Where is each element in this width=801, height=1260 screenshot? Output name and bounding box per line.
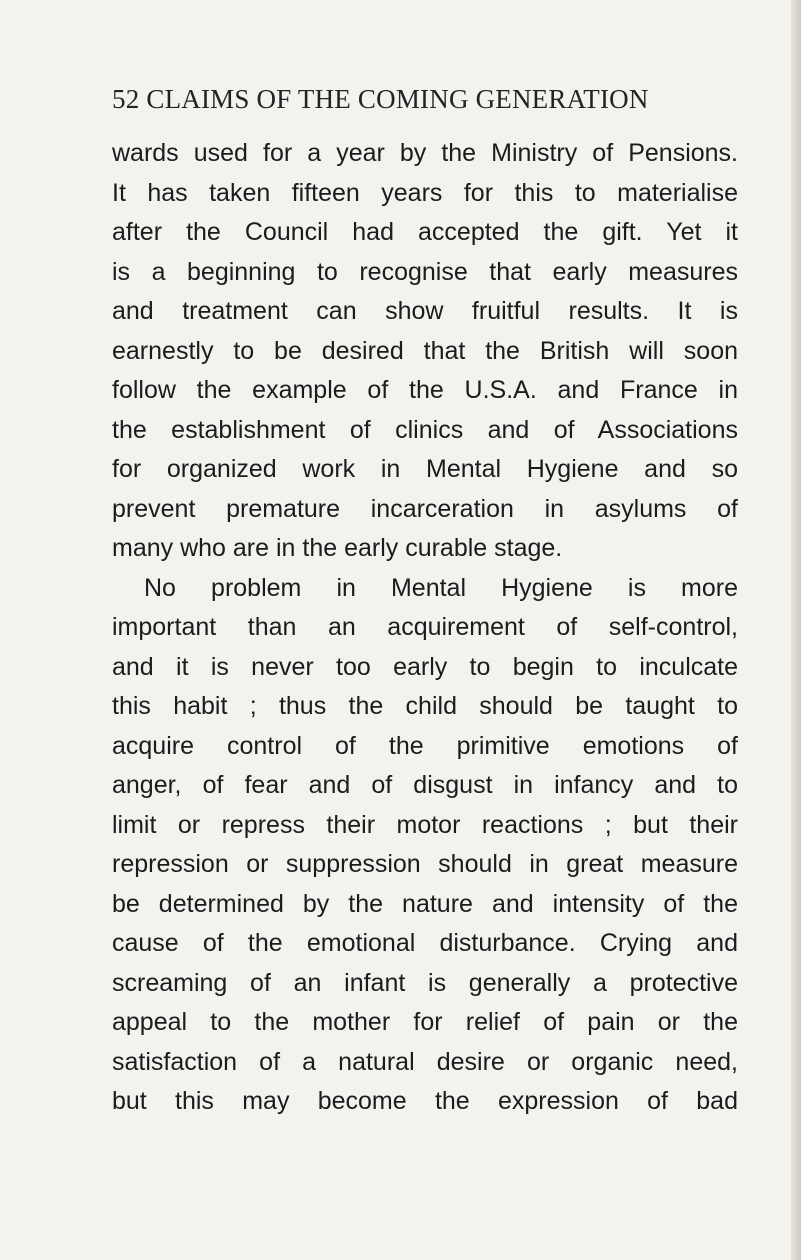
text-line: repression or suppression should in great measure <box>112 850 738 878</box>
text-line: earnestly to be desired that the British will soon <box>112 336 738 365</box>
text-line: is a beginning to recognise that early measures <box>112 257 738 286</box>
text-line: appeal to the mother for relief of pain or the <box>112 1008 738 1036</box>
text-line: for organized work in Mental Hygiene and so <box>112 455 738 483</box>
text-line: wards used for a year by the Ministry of Pensions. <box>112 139 738 167</box>
page-edge <box>791 0 801 1260</box>
text-line: cause of the emotional disturbance. Crying and <box>112 929 738 957</box>
text-line: the establishment of clinics and of Associations <box>112 415 738 444</box>
text-line: important than an acquirement of self-control, <box>112 613 738 641</box>
paragraph-end-line: many who are in the early curable stage. <box>112 534 563 562</box>
text-line: acquire control of the primitive emotions of <box>112 731 738 760</box>
paragraph-start-line: No problem in Mental Hygiene is more <box>144 573 738 602</box>
running-title: CLAIMS OF THE COMING GENERATION <box>146 84 649 114</box>
text-line: and treatment can show fruitful results. It is <box>112 297 738 325</box>
text-line: be determined by the nature and intensity of the <box>112 889 738 918</box>
text-line: screaming of an infant is generally a protective <box>112 968 738 997</box>
text-line: prevent premature incarceration in asylums of <box>112 494 738 523</box>
page-number: 52 <box>112 84 140 114</box>
text-line: this habit ; thus the child should be taught to <box>112 692 738 720</box>
text-line: and it is never too early to begin to inculcate <box>112 652 738 681</box>
text-line: limit or repress their motor reactions ; but their <box>112 810 738 839</box>
running-head <box>112 84 649 115</box>
text-line: follow the example of the U.S.A. and France in <box>112 376 738 404</box>
text-line: It has taken fifteen years for this to materialise <box>112 178 738 207</box>
text-line: satisfaction of a natural desire or organic need, <box>112 1047 738 1076</box>
text-line: but this may become the expression of bad <box>112 1087 738 1115</box>
text-line: anger, of fear and of disgust in infancy and to <box>112 771 738 799</box>
body-text <box>112 134 738 1122</box>
text-line: after the Council had accepted the gift. Yet it <box>112 218 738 246</box>
